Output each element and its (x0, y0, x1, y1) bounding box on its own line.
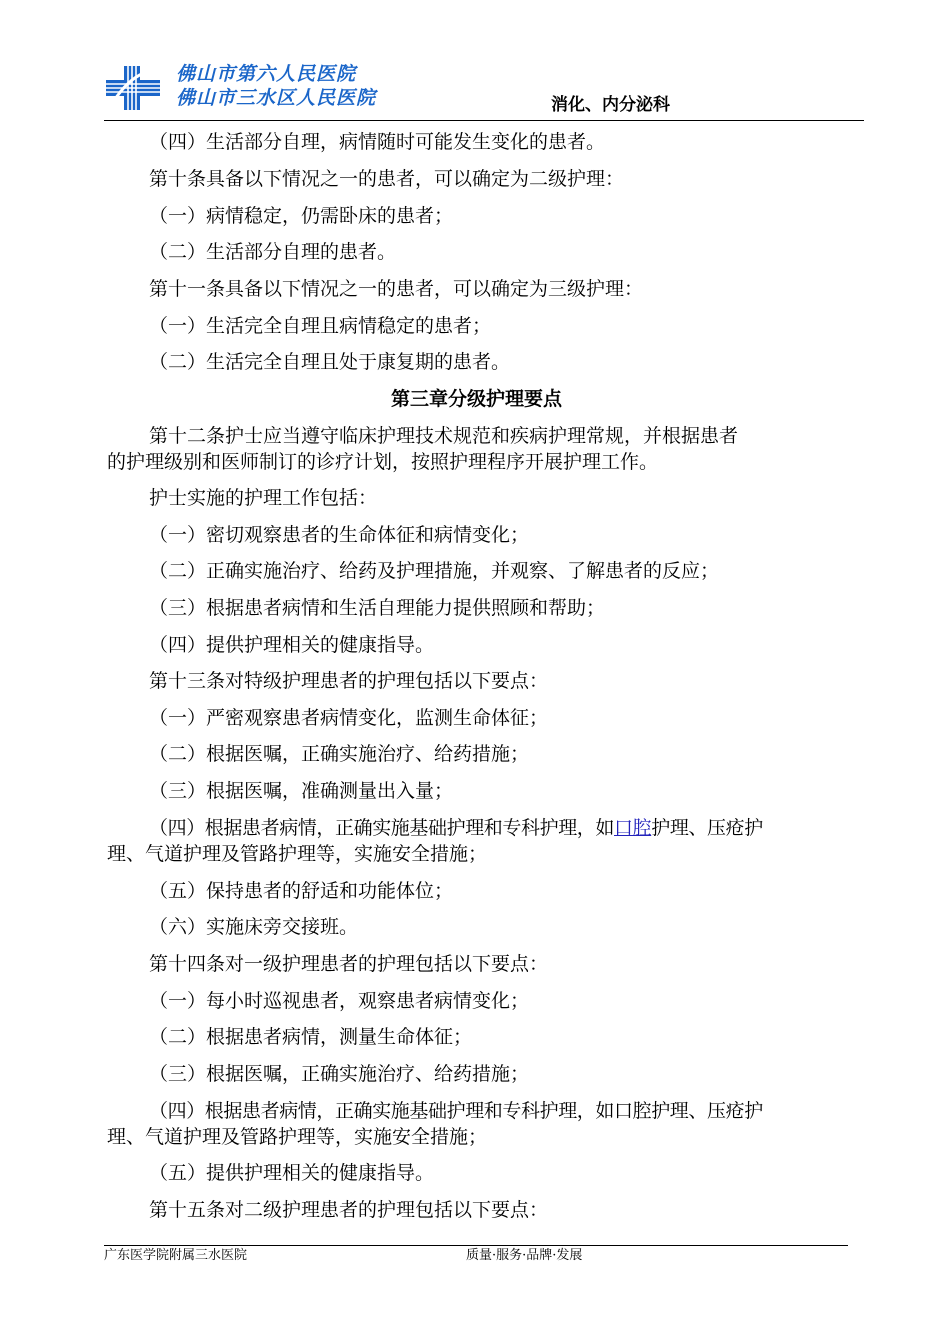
chapter-heading: 第三章分级护理要点 (391, 388, 563, 410)
text-line (149, 817, 763, 839)
text-line: 的护理级别和医师制订的诊疗计划，按照护理程序开展护理工作。 (107, 451, 659, 473)
text-segment: 护理、压疮护 (651, 817, 763, 839)
footer-divider (104, 1245, 848, 1246)
department-label: 消化、内分泌科 (551, 95, 670, 115)
text-line: 理、气道护理及管路护理等，实施安全措施； (107, 1126, 488, 1148)
text-segment: （四）根据患者病情，正确实施基础护理和专科护理，如 (149, 817, 615, 839)
text-line: （三）根据患者病情和生活自理能力提供照顾和帮助； (149, 597, 606, 619)
text-line: 第十三条对特级护理患者的护理包括以下要点： (149, 670, 549, 692)
hospital-name-line-2: 佛山市三水区人民医院 (176, 87, 377, 109)
text-line: （五）提供护理相关的健康指导。 (149, 1162, 435, 1184)
text-line: 第十一条具备以下情况之一的患者，可以确定为三级护理： (149, 278, 644, 300)
text-line: （二）根据患者病情，测量生命体征； (149, 1026, 473, 1048)
footer-hospital: 广东医学院附属三水医院 (104, 1248, 248, 1263)
text-line: （二）正确实施治疗、给药及护理措施，并观察、了解患者的反应； (149, 560, 720, 582)
text-line: （二）根据医嘱，正确实施治疗、给药措施； (149, 743, 530, 765)
text-line: 第十条具备以下情况之一的患者，可以确定为二级护理： (149, 168, 625, 190)
text-line: 第十五条对二级护理患者的护理包括以下要点： (149, 1199, 549, 1221)
text-line: （三）根据医嘱，准确测量出入量； (149, 780, 454, 802)
text-line: （一）每小时巡视患者，观察患者病情变化； (149, 990, 530, 1012)
text-line: （一）病情稳定，仍需卧床的患者； (149, 205, 454, 227)
footer-slogan: 质量·服务·品牌·发展 (466, 1248, 583, 1263)
oral-care-link[interactable]: 口腔 (614, 817, 652, 839)
text-line: （三）根据医嘱，正确实施治疗、给药措施； (149, 1063, 530, 1085)
text-line: （二）生活完全自理且处于康复期的患者。 (149, 351, 511, 373)
text-line: （四）根据患者病情，正确实施基础护理和专科护理，如口腔护理、压疮护 (149, 1100, 763, 1122)
text-line: （一）严密观察患者病情变化，监测生命体征； (149, 707, 549, 729)
text-line: 第十四条对一级护理患者的护理包括以下要点： (149, 953, 549, 975)
text-line: （四）提供护理相关的健康指导。 (149, 634, 435, 656)
text-line: 理、气道护理及管路护理等，实施安全措施； (107, 843, 488, 865)
hospital-names (176, 62, 416, 110)
text-line: （五）保持患者的舒适和功能体位； (149, 880, 454, 902)
text-line: 第十二条护士应当遵守临床护理技术规范和疾病护理常规，并根据患者 (149, 425, 739, 447)
text-line: 护士实施的护理工作包括： (149, 487, 378, 509)
text-line: （六）实施床旁交接班。 (149, 916, 359, 938)
text-line: （四）生活部分自理，病情随时可能发生变化的患者。 (149, 131, 606, 153)
text-line: （一）生活完全自理且病情稳定的患者； (149, 315, 492, 337)
hospital-cross-logo-icon (104, 64, 162, 112)
text-line: （一）密切观察患者的生命体征和病情变化； (149, 524, 530, 546)
hospital-name-line-1: 佛山市第六人民医院 (176, 63, 357, 85)
header-divider (104, 120, 864, 121)
text-line: （二）生活部分自理的患者。 (149, 241, 397, 263)
